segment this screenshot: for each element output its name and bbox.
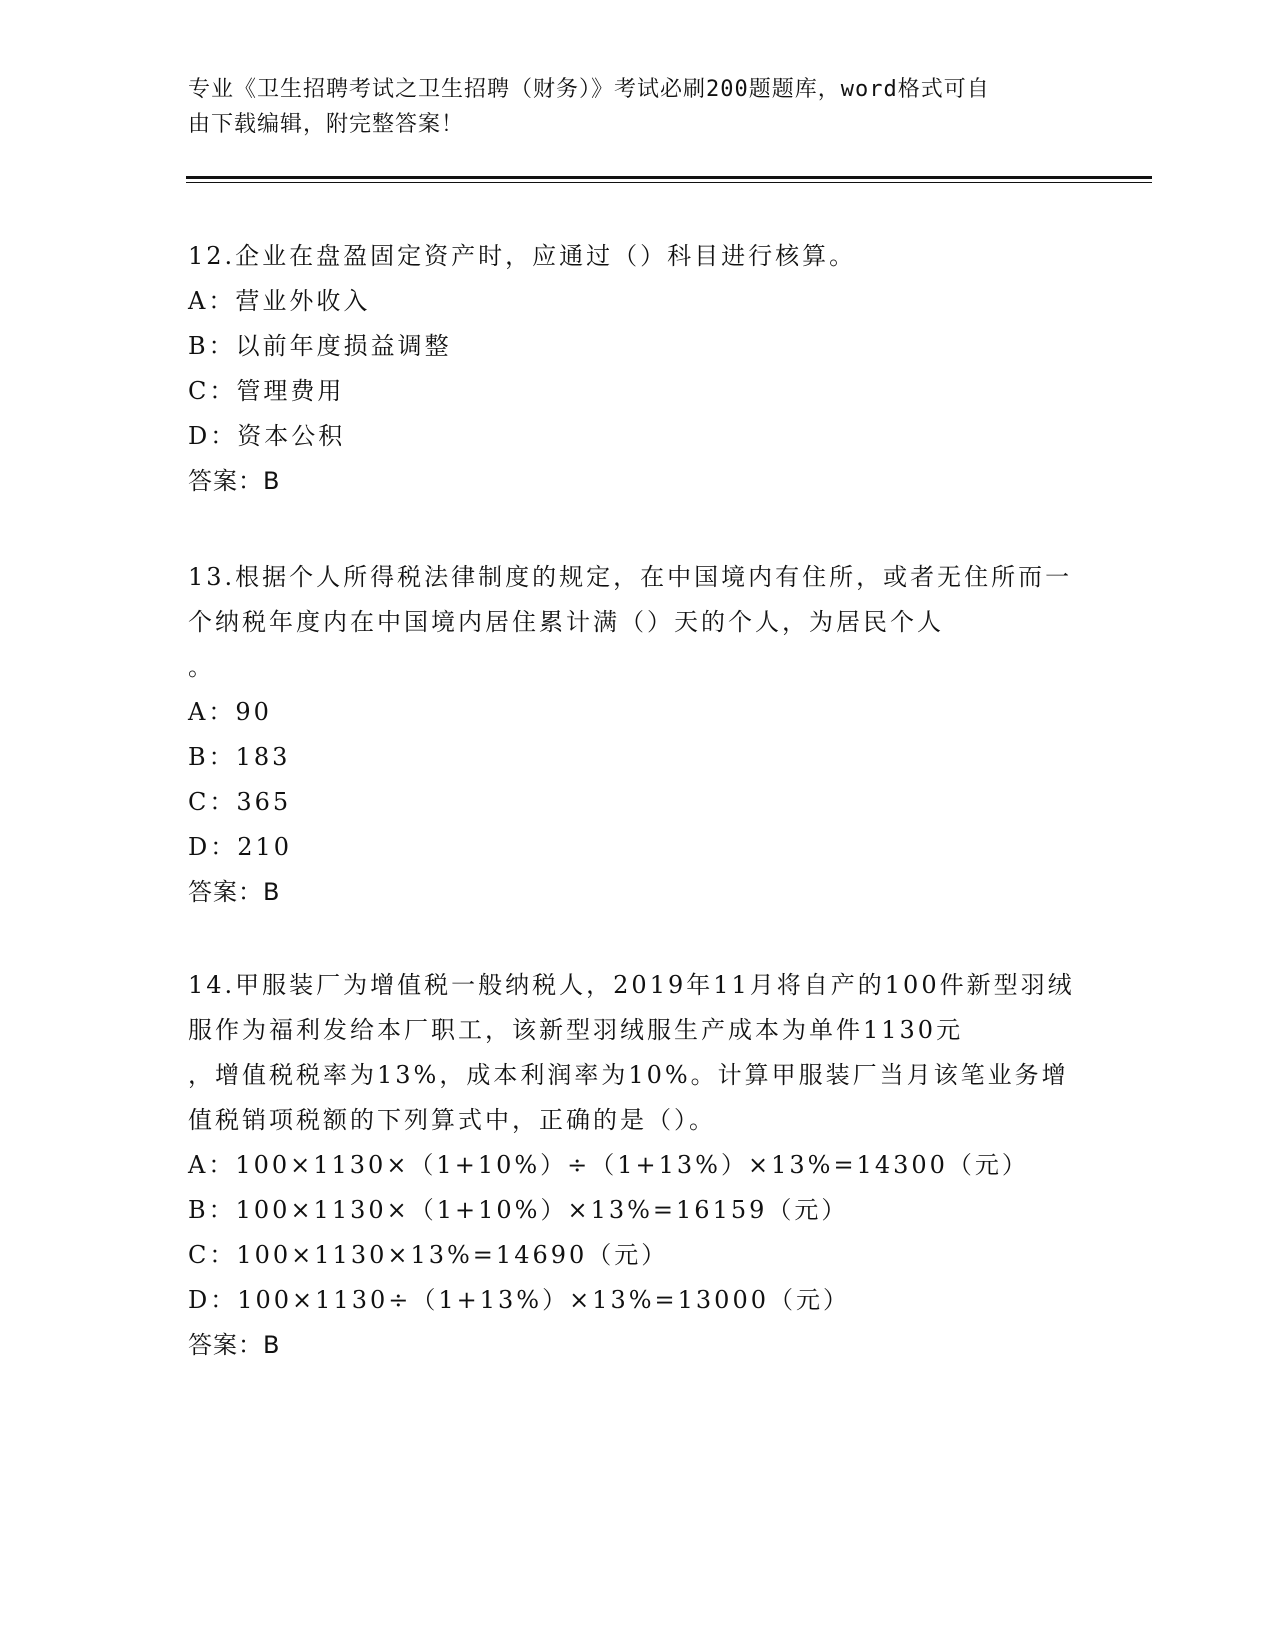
header-divider-thick: [186, 176, 1152, 179]
option-a: A：100×1130×（1+10%）÷（1+13%）×13%=14300（元）: [188, 1151, 1029, 1179]
option-c: C：365: [188, 788, 292, 816]
document-header: 专业《卫生招聘考试之卫生招聘（财务）》考试必刷200题题库，word格式可自 由下载编辑，附完整答案！: [188, 77, 990, 137]
answer: 答案：B: [188, 878, 281, 906]
question-stem: 14.甲服装厂为增值税一般纳税人，2019年11月将自产的100件新型羽绒服作为福利发给本厂职工，该新型羽绒服生产成本为单件1130元 ，增值税税率为13%，成本利润率为10%。计算甲服装厂当月该笔业务增值税销项税额的下列算式中，正确的是（）。: [188, 971, 1075, 1134]
option-b: B：100×1130×（1+10%）×13%=16159（元）: [188, 1196, 849, 1224]
option-a: A：营业外收入: [188, 287, 371, 315]
option-c: C：100×1130×13%=14690（元）: [188, 1241, 669, 1269]
header-divider-thin: [186, 182, 1152, 183]
option-b: B：183: [188, 743, 291, 771]
option-b: B：以前年度损益调整: [188, 332, 452, 360]
answer: 答案：B: [188, 1331, 281, 1359]
option-d: D：资本公积: [188, 422, 346, 450]
question-stem: 12.企业在盘盈固定资产时，应通过（）科目进行核算。: [188, 242, 857, 270]
option-d: D：100×1130÷（1+13%）×13%=13000（元）: [188, 1286, 850, 1314]
question-12: [188, 234, 1078, 504]
answer: 答案：B: [188, 467, 281, 495]
option-a: A：90: [188, 698, 272, 726]
option-d: D：210: [188, 833, 293, 861]
question-stem: 13.根据个人所得税法律制度的规定，在中国境内有住所，或者无住所而一个纳税年度内在中国境内居住累计满（）天的个人，为居民个人 。: [188, 563, 1073, 681]
question-14: [188, 963, 1078, 1368]
option-c: C：管理费用: [188, 377, 345, 405]
question-13: [188, 555, 1078, 915]
